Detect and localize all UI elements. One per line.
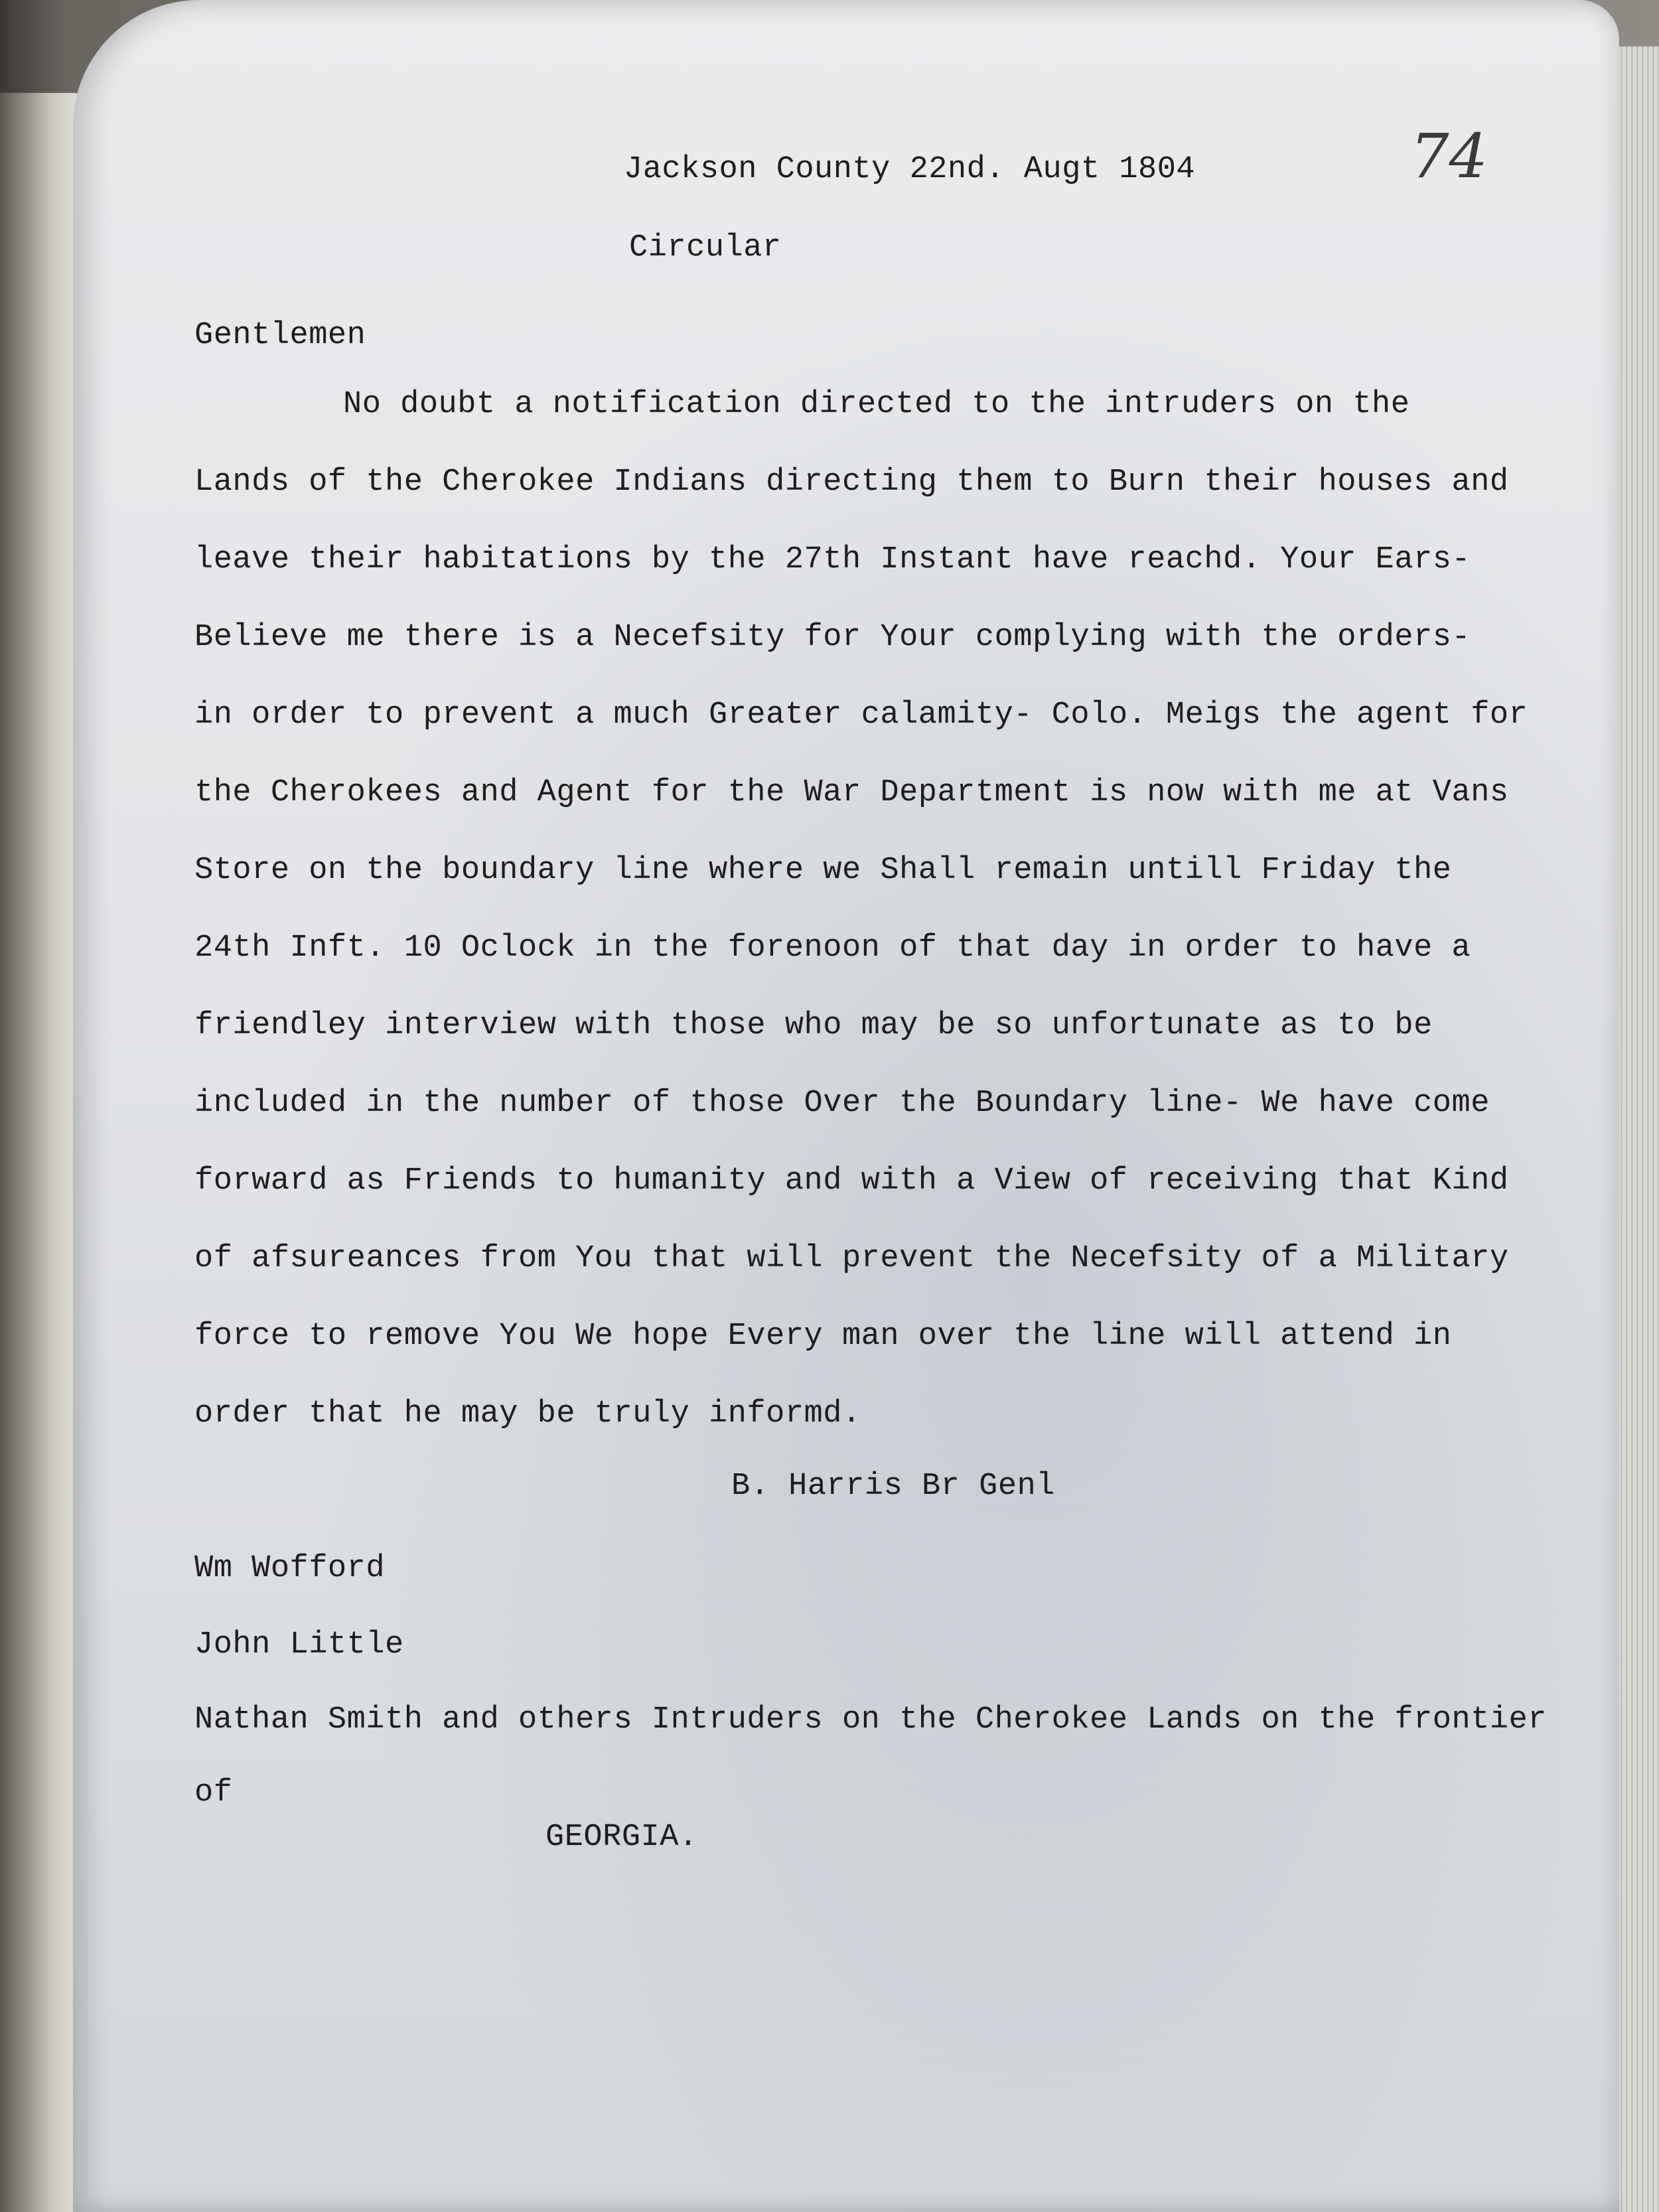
body-line: Store on the boundary line where we Shall remain untill Friday the	[194, 853, 1452, 888]
heading: Circular	[629, 230, 782, 265]
addressee-line: of	[194, 1775, 233, 1810]
body-line: in order to prevent a much Greater calamity- Colo. Meigs the agent for	[194, 698, 1528, 733]
body-line: No doubt a notification directed to the intruders on the	[343, 387, 1410, 422]
addressee-line: Wm Wofford	[194, 1551, 386, 1586]
body-line: Lands of the Cherokee Indians directing them to Burn their houses and	[194, 465, 1509, 500]
body-line: force to remove You We hope Every man over the line will attend in	[194, 1319, 1452, 1354]
body-line: the Cherokees and Agent for the War Department is now with me at Vans	[194, 775, 1509, 810]
body-line: order that he may be truly informd.	[194, 1396, 861, 1432]
body-line: included in the number of those Over the Boundary line- We have come	[194, 1086, 1490, 1121]
body-line: forward as Friends to humanity and with a View of receiving that Kind	[194, 1163, 1509, 1199]
document-page	[73, 0, 1619, 2212]
body-line: friendley interview with those who may be so unfortunate as to be	[194, 1008, 1433, 1043]
body-line: leave their habitations by the 27th Instant have reachd. Your Ears-	[194, 542, 1471, 577]
page-number: 74	[1410, 121, 1488, 192]
state-name: GEORGIA.	[545, 1820, 698, 1855]
addressee-line: Nathan Smith and others Intruders on the Cherokee Lands on the frontier	[194, 1702, 1548, 1737]
body-line: of afsureances from You that will prevent the Necefsity of a Military	[194, 1241, 1509, 1276]
dateline: Jackson County 22nd. Augt 1804	[624, 152, 1196, 187]
body-line: Believe me there is a Necefsity for Your complying with the orders-	[194, 620, 1471, 655]
salutation: Gentlemen	[194, 318, 366, 353]
signature: B. Harris Br Genl	[731, 1469, 1055, 1504]
body-line: 24th Inft. 10 Oclock in the forenoon of that day in order to have a	[194, 930, 1471, 966]
addressee-line: John Little	[194, 1627, 404, 1662]
